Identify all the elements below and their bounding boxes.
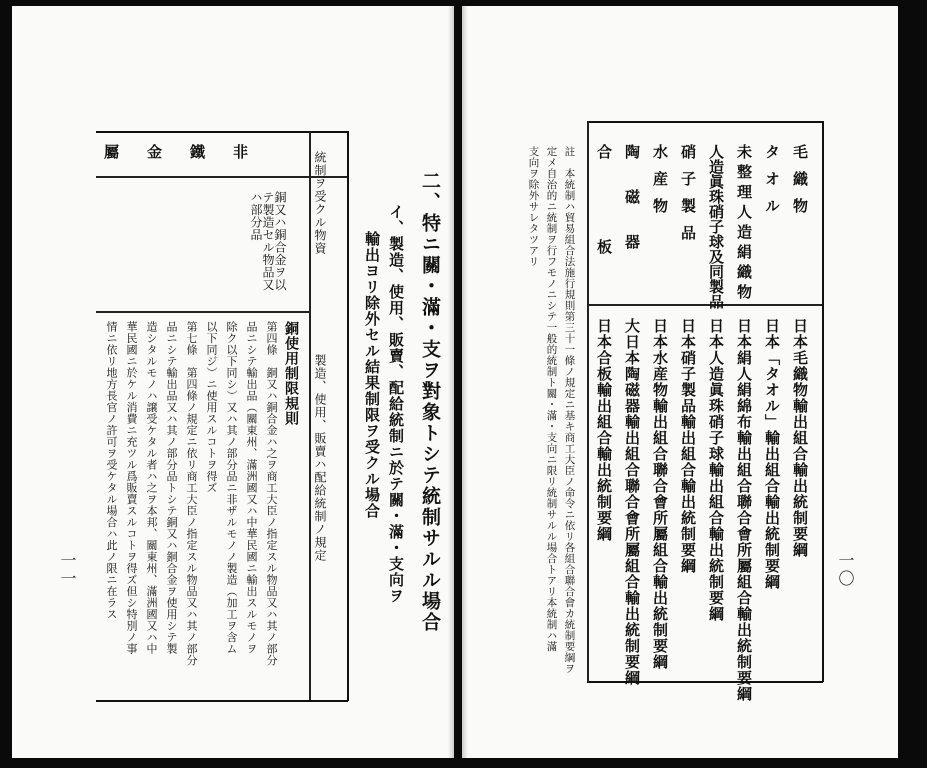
table-column-rule bbox=[309, 131, 311, 701]
header-regulation: 製造、使用、販賣ハ配給統制ノ規定 bbox=[313, 354, 327, 562]
regulation-line: 第七條 第四條ノ規定ニ依リ商工大臣ノ指定スル物品又ハ其ノ部分 bbox=[185, 321, 198, 666]
subsection-line: イ、製造、使用、販賣、配給統制ニ於テ關・滿・支向ヲ bbox=[387, 204, 405, 604]
regulation-glass-products: 日本硝子製品輸出組合輸出統制要綱 bbox=[679, 318, 697, 574]
table-top-rule bbox=[587, 121, 823, 123]
regulation-line: 造シタルモノハ譲受ケタル者ハ之ヲ本邦、關東州、滿洲國又ハ中 bbox=[145, 321, 158, 655]
regulation-plywood: 日本合板輸出組合輸出統制要綱 bbox=[595, 318, 613, 542]
item-plywood: 合板 bbox=[595, 144, 613, 334]
table-bottom-rule bbox=[96, 700, 348, 702]
item-nonferrous-metals: 非鐵金屬 bbox=[104, 143, 277, 161]
note-line: 註 本統制ハ貿易組合法施行規則第三十一條ノ規定ニ基キ商工大臣ノ命令ニ依リ各組合聯合會カ統制要綱ヲ bbox=[563, 146, 576, 674]
regulation-marine: 日本水産物輸出組合聯合會所屬組合輸出統制要綱 bbox=[651, 318, 669, 670]
header-materials: 統制ヲ受クル物資 bbox=[313, 151, 327, 255]
regulation-line: 華民國ニ於ケル消費ニ充ツル爲販賣スルコトヲ得ズ但シ特別ノ事 bbox=[125, 321, 138, 655]
table-middle-rule bbox=[96, 311, 309, 313]
item-ceramics: 陶磁器 bbox=[623, 144, 641, 279]
item-description: 銅又ハ銅合金ヲ以テ製造セル物品又ハ部分品 bbox=[249, 191, 287, 291]
note-line: 支向ヲ除外サレタツアリ bbox=[527, 146, 540, 267]
table-left-rule bbox=[587, 121, 589, 682]
table-header-rule bbox=[587, 304, 823, 306]
regulation-line: 除ク以下同シ）又ハ其ノ部分品ニ非ザルモノノ製造（加工ヲ含ム bbox=[225, 321, 238, 655]
item-wool-fabrics: 毛織物 bbox=[791, 144, 809, 225]
right-page bbox=[462, 6, 898, 758]
regulation-title: 銅使用制限規則 bbox=[283, 321, 299, 426]
item-glass-pearls: 人造眞珠硝子球及同製品 bbox=[707, 144, 725, 309]
regulation-wool: 日本毛織物輸出組合輸出統制要綱 bbox=[791, 318, 809, 558]
regulation-rayon: 日本絹人絹綿布輸出組合聯合會所屬組合輸出統制要綱 bbox=[735, 318, 753, 702]
regulation-ceramics: 大日本陶磁器輸出組合聯合會所屬組合輸出統制要綱 bbox=[623, 318, 641, 686]
note-line: 定メ自治的ニ統制ヲ行フモノニシテ一般的統制ト關・滿・支向ニ限リ統制サルル場合トアリ本統制ハ滿 bbox=[545, 146, 558, 652]
item-marine-products: 水産物 bbox=[651, 144, 669, 225]
item-rayon-fabrics: 未整理人造絹織物 bbox=[735, 144, 753, 304]
subsection-line: 輸出ヨリ除外セル結果制限ヲ受クル場合 bbox=[363, 231, 381, 519]
item-towel: タオル bbox=[763, 144, 781, 225]
regulation-line: 情ニ依リ地方長官ノ許可ヲ受ケタル場合ハ此ノ限ニ在ラス bbox=[105, 321, 118, 620]
item-glass-products: 硝子製品 bbox=[679, 144, 697, 252]
regulation-line: 品ニシテ輸出品又ハ其ノ部分品トシテ銅又ハ銅合金ヲ使用シテ製 bbox=[165, 321, 178, 655]
regulation-line: 第四條 銅又ハ銅合金ハ之ヲ商工大臣ノ指定スル物品又ハ其ノ部分 bbox=[265, 321, 278, 666]
gutter-shadow bbox=[462, 6, 468, 758]
page-number: 一〇 bbox=[836, 552, 855, 588]
regulation-line: 品ニシテ輸出品（關東州、滿洲國又ハ中華民國ニ輸出スルモノヲ bbox=[245, 321, 258, 655]
left-page bbox=[12, 6, 454, 758]
regulation-glass-pearls: 日本人造眞珠硝子球輸出組合輸出統制要綱 bbox=[707, 318, 725, 622]
section-title: 二、特ニ關・滿・支ヲ對象トシテ統制サルル場合 bbox=[419, 171, 441, 633]
gutter-shadow bbox=[448, 6, 454, 758]
table-right-rule bbox=[822, 121, 824, 682]
page-number: 一一 bbox=[58, 552, 77, 588]
regulation-line: 以下同ジ）ニ使用スルコトヲ得ズ bbox=[205, 321, 218, 494]
table-right-rule bbox=[347, 131, 349, 701]
regulation-towel: 日本「タオル」輸出組合輸出統制要綱 bbox=[763, 318, 781, 590]
